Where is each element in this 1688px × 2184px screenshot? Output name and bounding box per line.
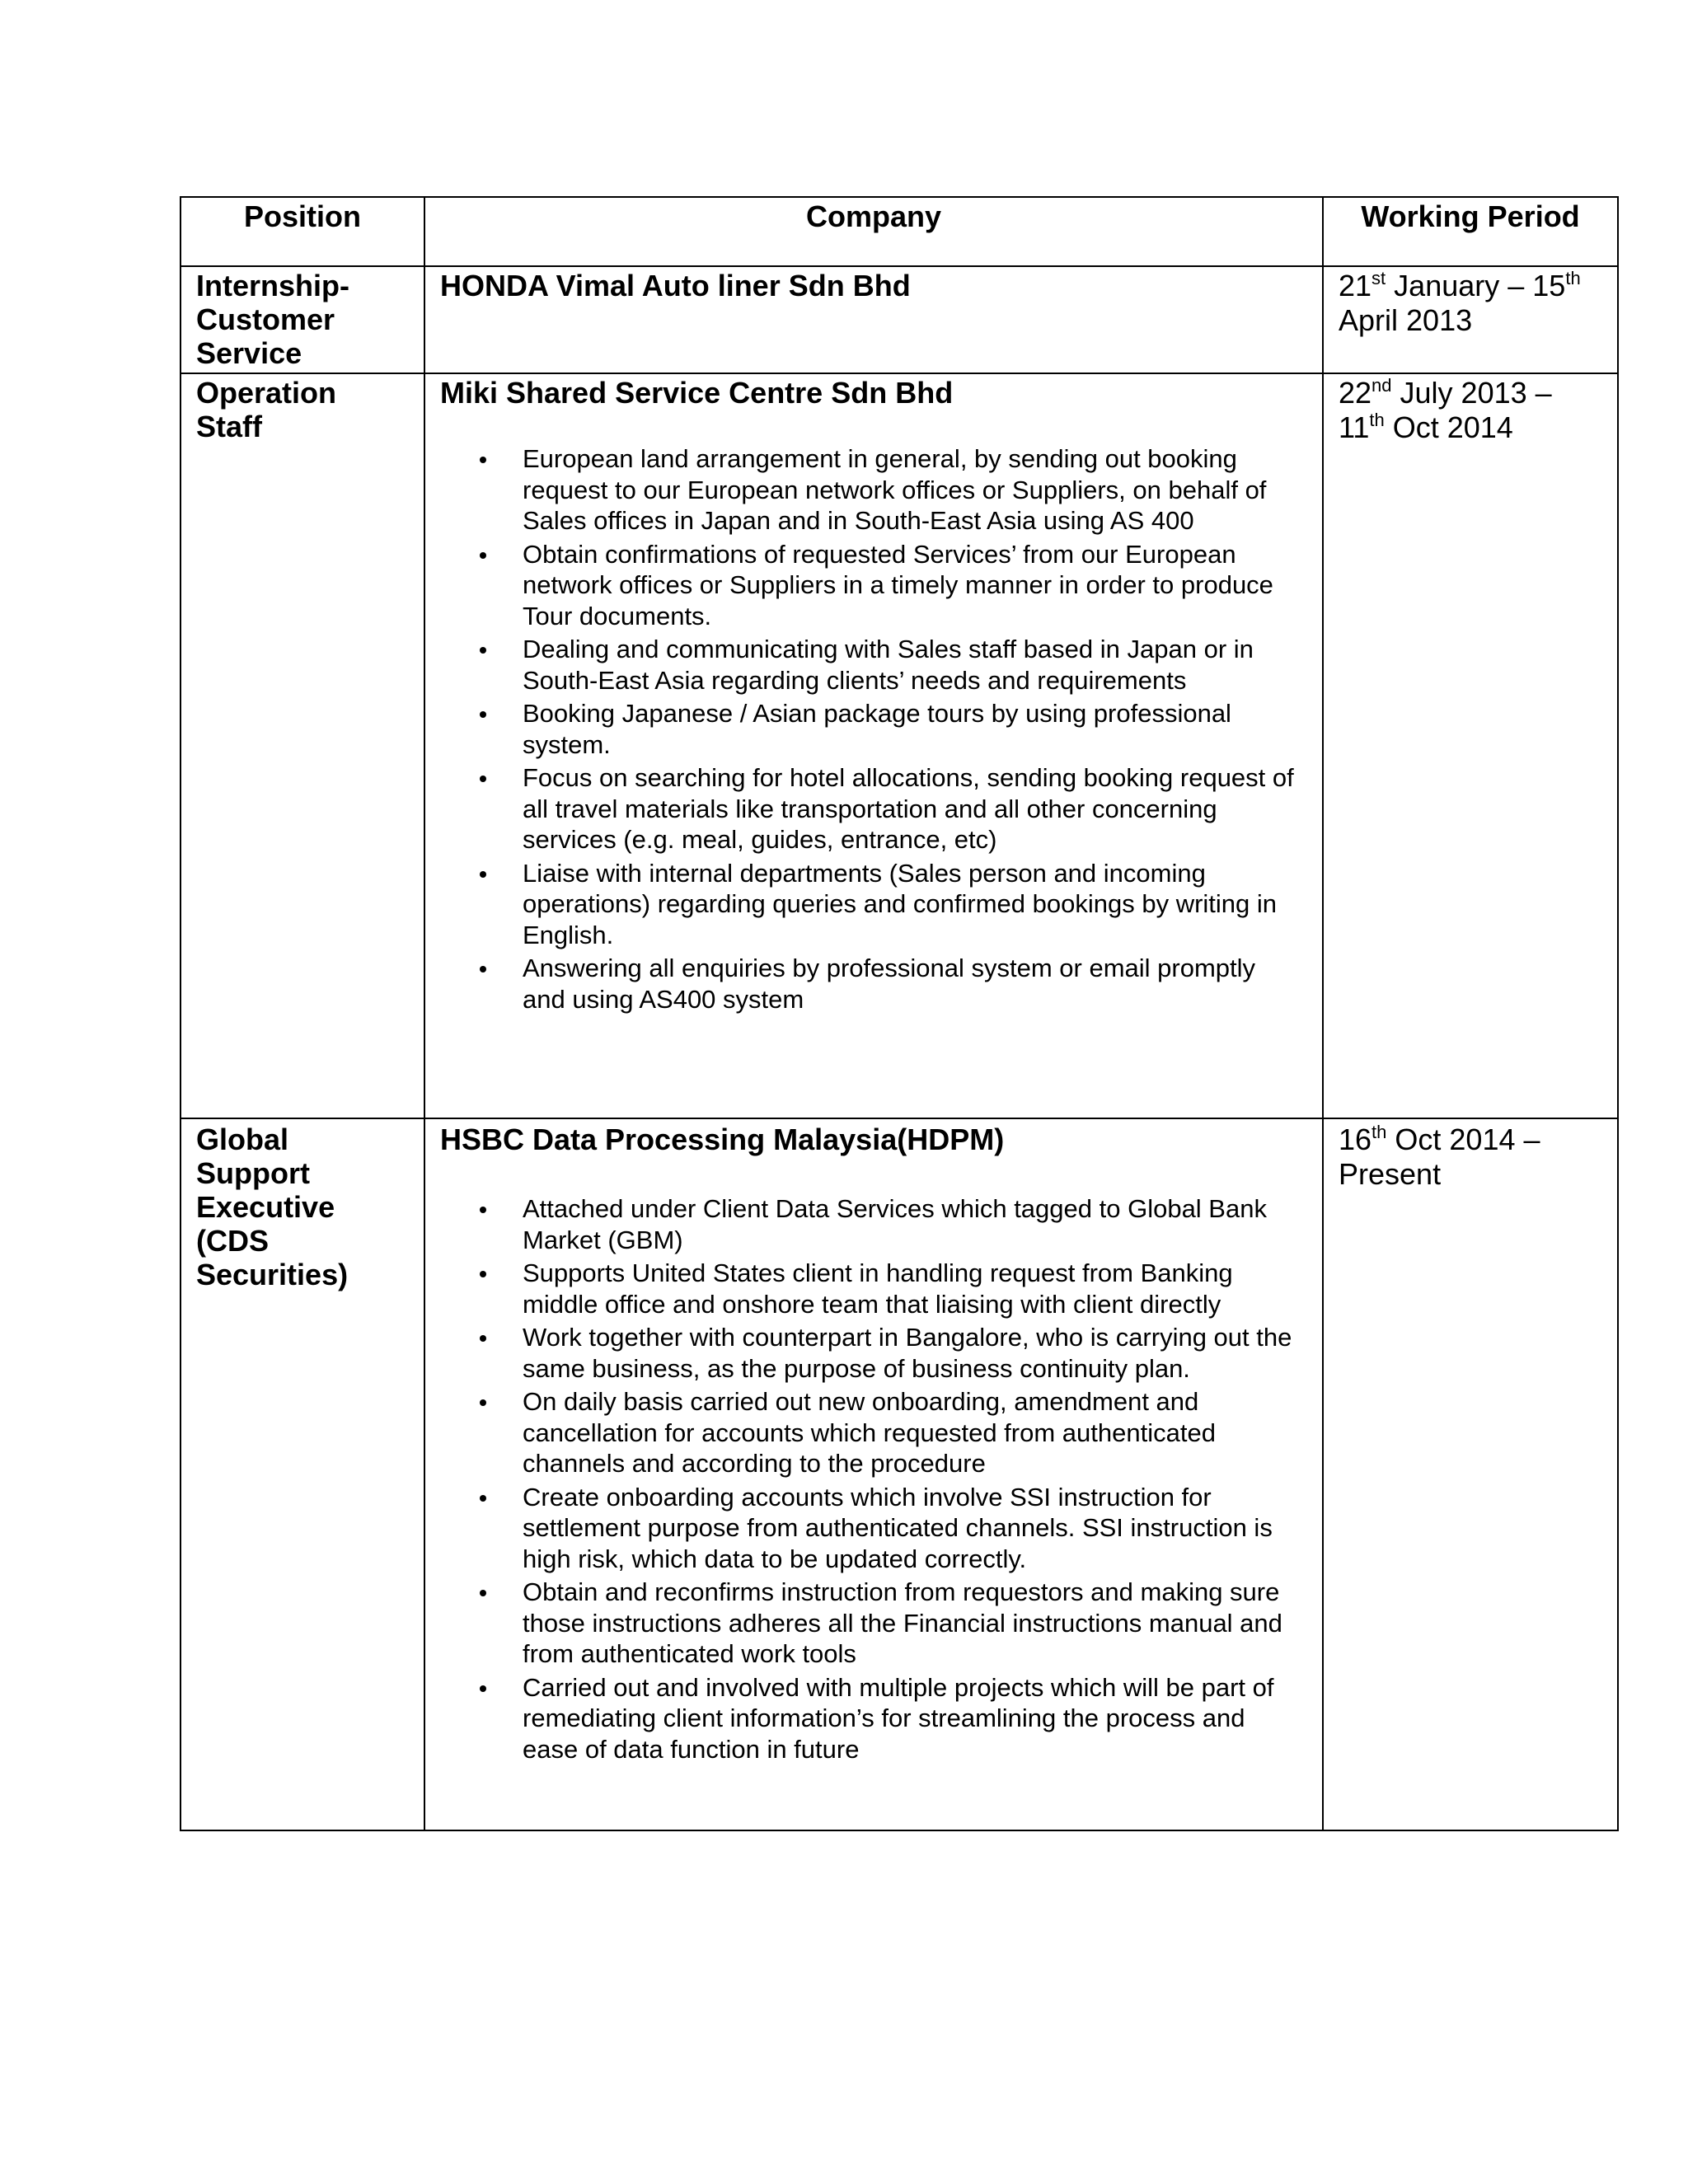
position-line: Customer [196, 302, 335, 336]
position-line: Securities) [196, 1258, 349, 1291]
period-line-2: 11th Oct 2014 [1339, 410, 1513, 444]
company-cell [424, 373, 1323, 1118]
period-cell [1323, 373, 1618, 1118]
period-line-1: 16th Oct 2014 – [1339, 1122, 1540, 1156]
header-working-period: Working Period [1323, 197, 1618, 266]
employment-table [180, 196, 1619, 1831]
table-row [181, 1118, 1618, 1830]
period-line-1: 22nd July 2013 – [1339, 375, 1552, 410]
duty-item: Answering all enquiries by professional system or email promptly and using AS400 system [523, 953, 1297, 1015]
company-name: HSBC Data Processing Malaysia(HDPM) [440, 1122, 1005, 1156]
duty-item: Booking Japanese / Asian package tours by using professional system. [523, 698, 1297, 760]
position-line: Global [196, 1122, 289, 1156]
company-cell [424, 266, 1323, 373]
position-line: Operation [196, 376, 337, 410]
duty-item: European land arrangement in general, by sending out booking request to our European network offices or Suppliers, on behalf of Sales offices in Japan and in South-East Asia using AS 400 [523, 443, 1297, 537]
company-name: HONDA Vimal Auto liner Sdn Bhd [440, 269, 911, 302]
duty-item: Carried out and involved with multiple projects which will be part of remediating client information’s for streamlining the process and ease of data function in future [523, 1672, 1297, 1765]
position-line: Support [196, 1156, 310, 1190]
company-cell [424, 1118, 1323, 1830]
duty-item: Supports United States client in handling request from Banking middle office and onshore team that liaising with client directly [523, 1258, 1297, 1319]
duty-item: Create onboarding accounts which involve SSI instruction for settlement purpose from authenticated channels. SSI instruction is high risk, which data to be updated correctly. [523, 1482, 1297, 1575]
duty-item: On daily basis carried out new onboarding, amendment and cancellation for accounts which requested from authenticated channels and according to the procedure [523, 1386, 1297, 1479]
period-cell [1323, 1118, 1618, 1830]
duty-item: Obtain confirmations of requested Services’ from our European network offices or Suppliers in a timely manner in order to produce Tour documents. [523, 539, 1297, 632]
company-name: Miki Shared Service Centre Sdn Bhd [440, 376, 954, 410]
duty-item: Dealing and communicating with Sales staff based in Japan or in South-East Asia regarding clients’ needs and requirements [523, 634, 1297, 696]
position-cell [181, 266, 424, 373]
table-row [181, 266, 1618, 373]
position-line: Service [196, 336, 302, 370]
duty-item: Obtain and reconfirms instruction from requestors and making sure those instructions adheres all the Financial instructions manual and from authenticated work tools [523, 1577, 1297, 1670]
period-cell [1323, 266, 1618, 373]
header-company: Company [424, 197, 1323, 266]
duty-item: Attached under Client Data Services which tagged to Global Bank Market (GBM) [523, 1193, 1297, 1255]
period-line-1: 21st January – 15th [1339, 268, 1581, 302]
duties-list [440, 443, 1297, 1015]
duties-list [440, 1193, 1297, 1765]
position-line: Internship- [196, 269, 349, 302]
duty-item: Liaise with internal departments (Sales person and incoming operations) regarding queries and confirmed bookings by writing in English. [523, 858, 1297, 951]
table-row [181, 373, 1618, 1118]
header-position: Position [181, 197, 424, 266]
duty-item: Work together with counterpart in Bangalore, who is carrying out the same business, as the purpose of business continuity plan. [523, 1322, 1297, 1384]
position-cell [181, 1118, 424, 1830]
position-line: Staff [196, 410, 262, 443]
period-line-2: April 2013 [1339, 303, 1473, 337]
duty-item: Focus on searching for hotel allocations, sending booking request of all travel materials like transportation and all other concerning services (e.g. meal, guides, entrance, etc) [523, 762, 1297, 855]
position-cell [181, 373, 424, 1118]
position-line: Executive [196, 1190, 335, 1224]
period-line-2: Present [1339, 1157, 1442, 1191]
header-row [181, 197, 1618, 266]
position-line: (CDS [196, 1224, 269, 1258]
